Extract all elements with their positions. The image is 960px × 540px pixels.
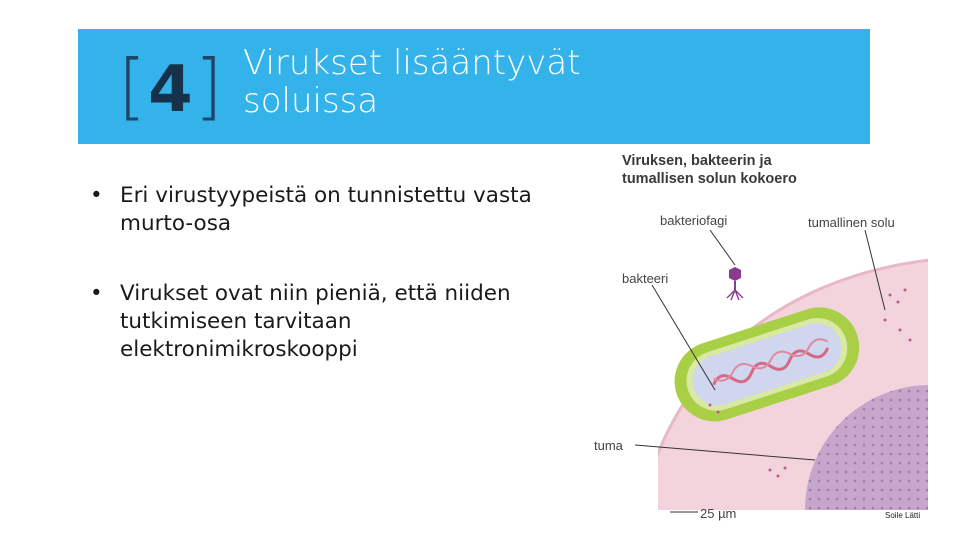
bullet-marker: •: [90, 281, 103, 306]
label-nucleus: tuma: [594, 438, 623, 453]
bullet-list: [90, 182, 570, 406]
title-line-2: soluissa: [243, 81, 379, 121]
title-line-1: Virukset lisääntyvät: [243, 43, 581, 83]
label-bacterium: bakteeri: [622, 271, 669, 286]
scale-bar-label: 25 µm: [700, 506, 737, 521]
label-bacteriophage: bakteriofagi: [660, 213, 728, 228]
slide-title: [243, 44, 581, 120]
size-comparison-illustration: [600, 190, 930, 520]
bullet-item-1: • Eri virustyypeistä on tunnistettu vasta murto-osa: [90, 183, 532, 236]
bullet-marker: •: [90, 183, 103, 208]
image-credit: Soile Lätti: [885, 511, 921, 520]
bullet-item-2: • Virukset ovat niin pieniä, että niiden tutkimiseen tarvitaan elektronimikroskooppi: [90, 281, 511, 362]
slide-number: [4]: [118, 44, 223, 128]
figure-title: Viruksen, bakteerin ja tumallisen solun kokoero: [622, 153, 797, 187]
label-eukaryotic-cell: tumallinen solu: [808, 215, 895, 230]
